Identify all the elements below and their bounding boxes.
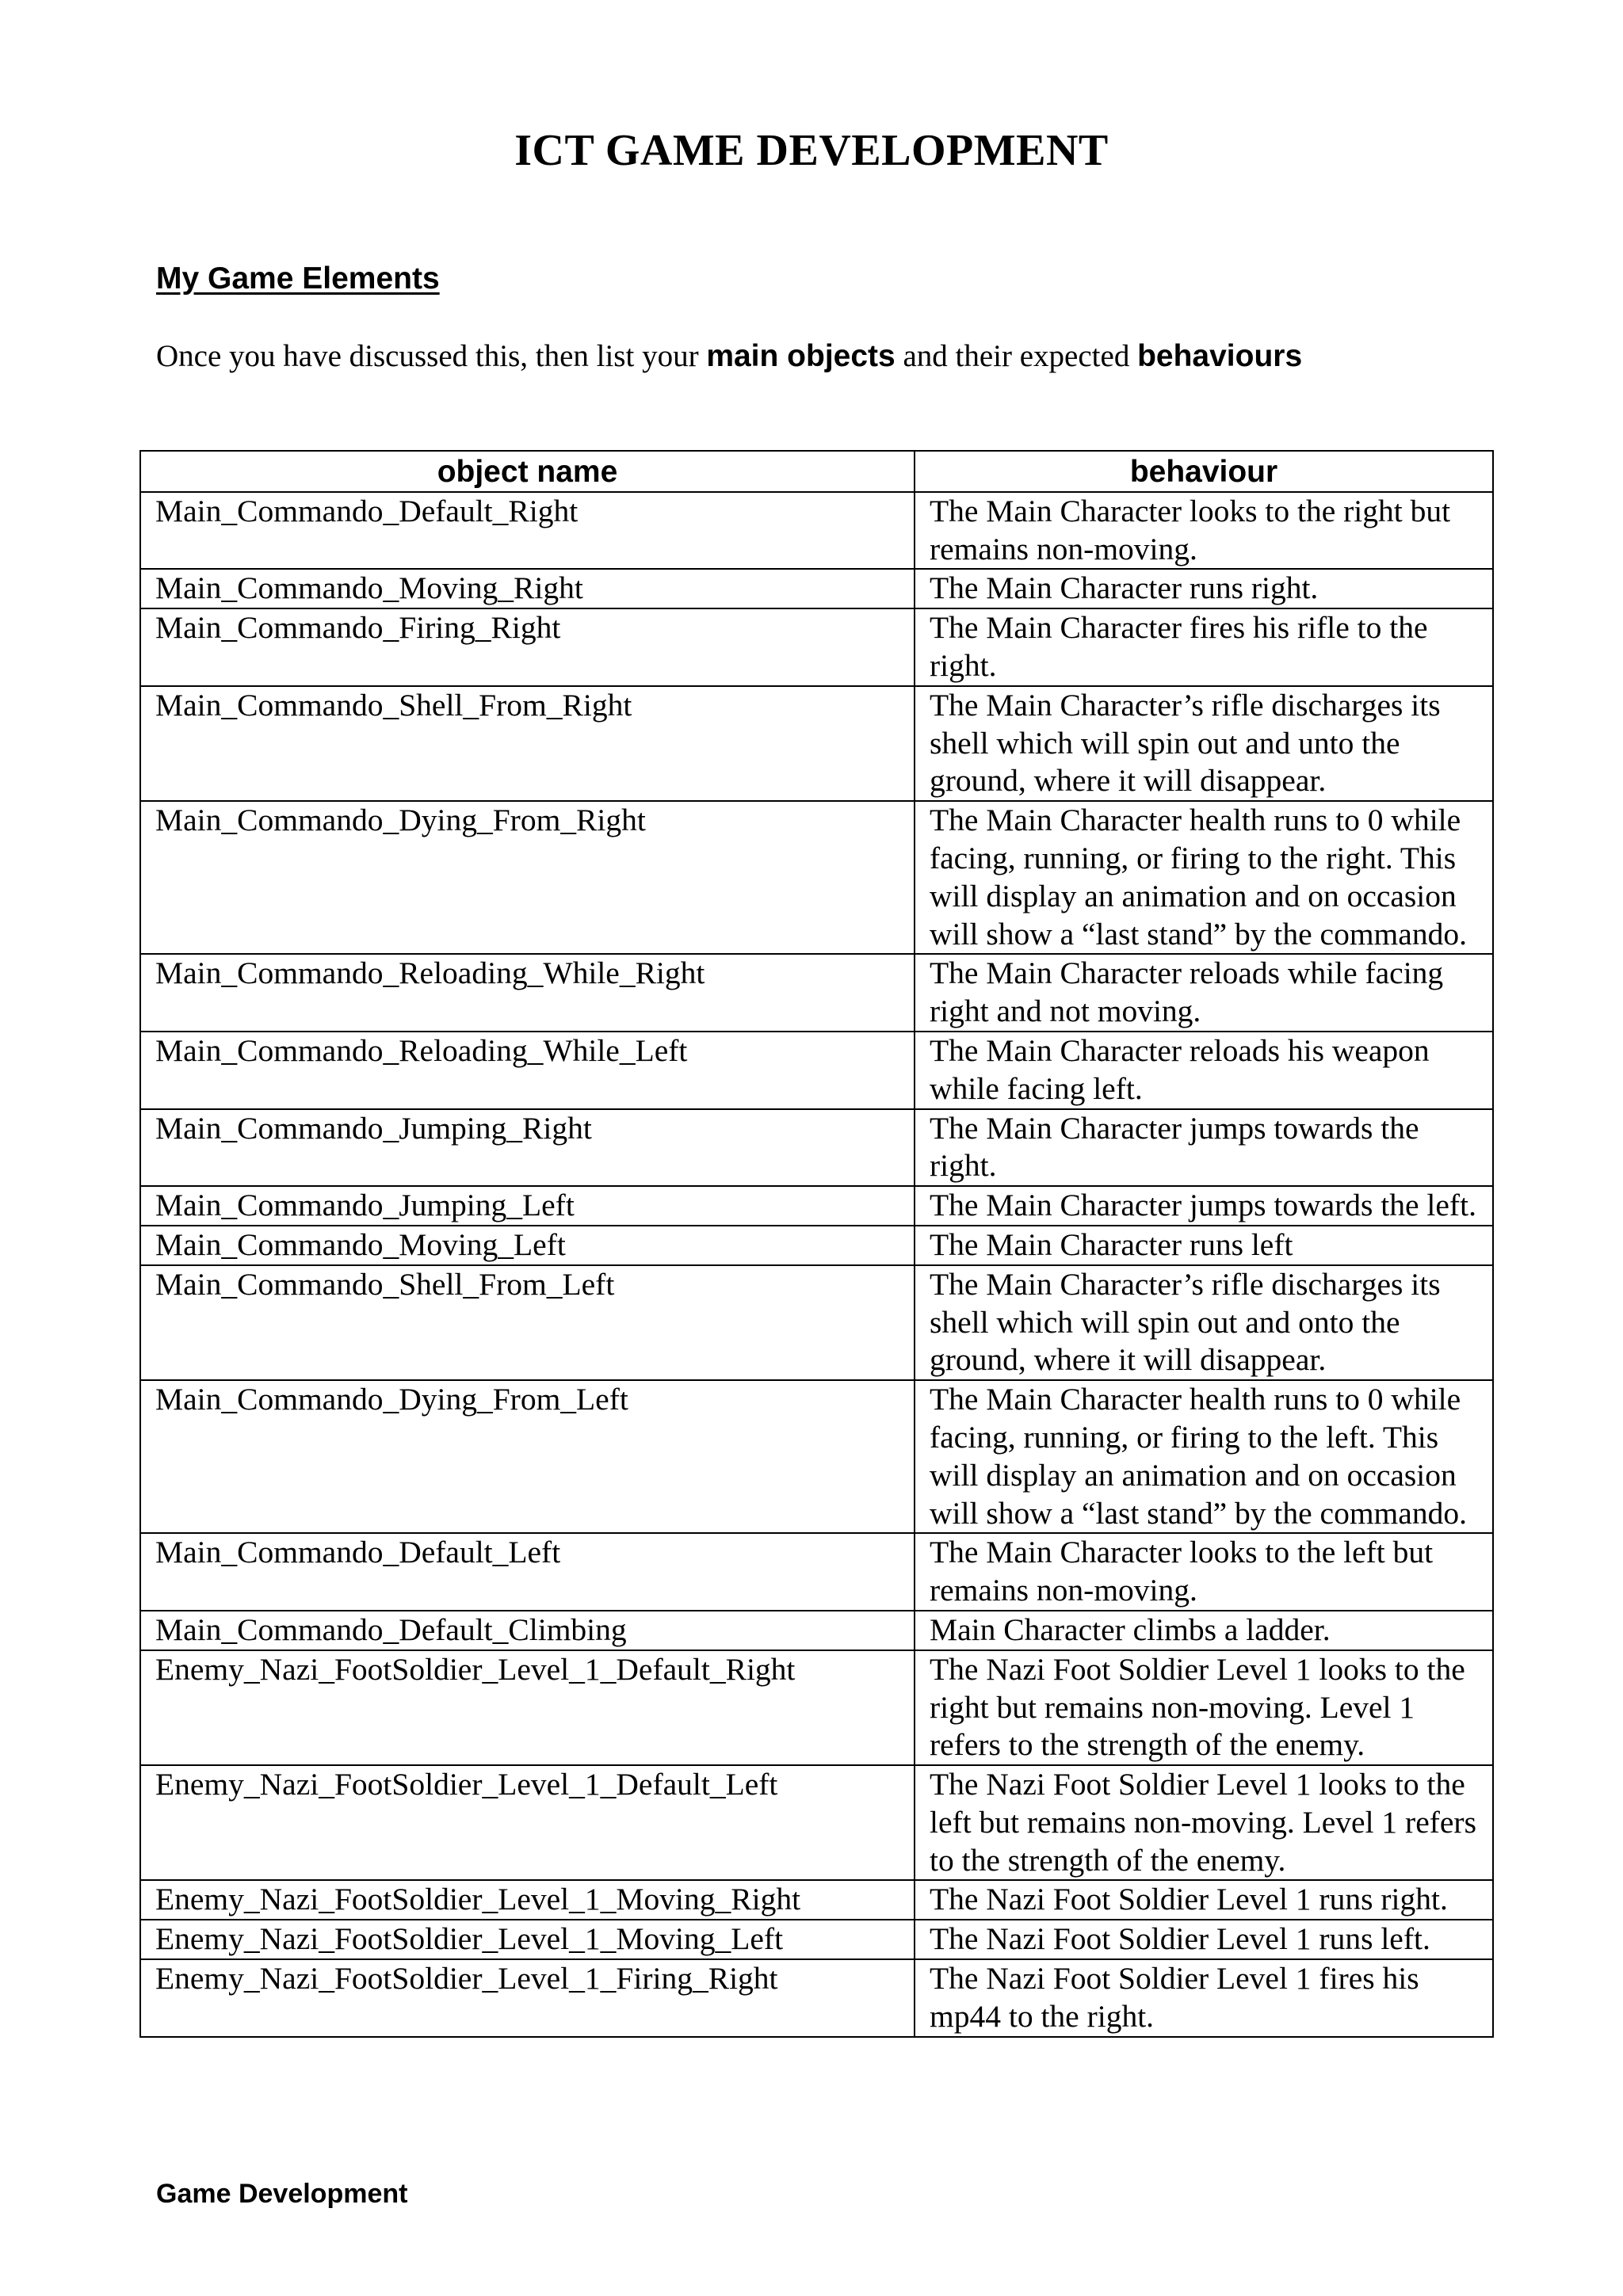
table-row [140, 492, 1493, 570]
object-name-cell: Enemy_Nazi_FootSoldier_Level_1_Moving_Left [140, 1920, 915, 1959]
object-name-cell: Main_Commando_Moving_Left [140, 1226, 915, 1265]
object-name-cell: Main_Commando_Jumping_Left [140, 1186, 915, 1226]
object-name-cell: Main_Commando_Reloading_While_Left [140, 1032, 915, 1109]
object-name-cell: Main_Commando_Dying_From_Right [140, 801, 915, 954]
table-row [140, 1265, 1493, 1380]
table-header-row [140, 451, 1493, 492]
behaviour-cell: The Main Character looks to the left but remains non-moving. [915, 1533, 1493, 1611]
behaviour-cell: The Main Character fires his rifle to the right. [915, 608, 1493, 686]
behaviour-cell: The Nazi Foot Soldier Level 1 runs right. [915, 1880, 1493, 1920]
behaviour-cell: The Nazi Foot Soldier Level 1 runs left. [915, 1920, 1493, 1959]
table-row [140, 1959, 1493, 2037]
table-row [140, 1032, 1493, 1109]
behaviour-cell: The Main Character runs right. [915, 569, 1493, 608]
table-row [140, 1611, 1493, 1650]
table-row [140, 1920, 1493, 1959]
table-row [140, 1765, 1493, 1880]
column-header-object-name: object name [140, 451, 915, 492]
object-name-cell: Enemy_Nazi_FootSoldier_Level_1_Firing_Right [140, 1959, 915, 2037]
table-row [140, 1226, 1493, 1265]
behaviour-cell: The Nazi Foot Soldier Level 1 looks to the left but remains non-moving. Level 1 refers to the strength of the enemy. [915, 1765, 1493, 1880]
intro-emphasis-behaviours: behaviours [1137, 339, 1303, 373]
table-row [140, 686, 1493, 801]
behaviour-cell: The Main Character jumps towards the left. [915, 1186, 1493, 1226]
table-row [140, 1186, 1493, 1226]
behaviour-cell: Main Character climbs a ladder. [915, 1611, 1493, 1650]
table-row [140, 1650, 1493, 1765]
object-name-cell: Main_Commando_Moving_Right [140, 569, 915, 608]
behaviour-cell: The Main Character reloads his weapon while facing left. [915, 1032, 1493, 1109]
table-row [140, 1380, 1493, 1533]
object-name-cell: Main_Commando_Shell_From_Right [140, 686, 915, 801]
table-row [140, 801, 1493, 954]
object-name-cell: Enemy_Nazi_FootSoldier_Level_1_Default_Right [140, 1650, 915, 1765]
intro-text-2: and their expected [895, 339, 1138, 373]
object-name-cell: Main_Commando_Dying_From_Left [140, 1380, 915, 1533]
page-title: ICT GAME DEVELOPMENT [514, 125, 1109, 175]
behaviour-cell: The Main Character’s rifle discharges its shell which will spin out and onto the ground, where it will disappear. [915, 1265, 1493, 1380]
object-name-cell: Enemy_Nazi_FootSoldier_Level_1_Default_Left [140, 1765, 915, 1880]
object-name-cell: Main_Commando_Jumping_Right [140, 1109, 915, 1187]
behaviour-cell: The Main Character health runs to 0 while facing, running, or firing to the left. This will display an animation and on occasion will show a “last stand” by the commando. [915, 1380, 1493, 1533]
table-row [140, 1109, 1493, 1187]
behaviour-cell: The Main Character looks to the right but remains non-moving. [915, 492, 1493, 570]
intro-paragraph [156, 336, 1302, 377]
behaviour-cell: The Main Character jumps towards the right. [915, 1109, 1493, 1187]
table-row [140, 569, 1493, 608]
behaviour-cell: The Nazi Foot Soldier Level 1 fires his mp44 to the right. [915, 1959, 1493, 2037]
object-name-cell: Main_Commando_Reloading_While_Right [140, 954, 915, 1032]
object-name-cell: Main_Commando_Shell_From_Left [140, 1265, 915, 1380]
behaviour-cell: The Main Character’s rifle discharges its shell which will spin out and unto the ground, where it will disappear. [915, 686, 1493, 801]
object-name-cell: Enemy_Nazi_FootSoldier_Level_1_Moving_Right [140, 1880, 915, 1920]
object-name-cell: Main_Commando_Default_Left [140, 1533, 915, 1611]
behaviour-cell: The Main Character runs left [915, 1226, 1493, 1265]
table-row [140, 1880, 1493, 1920]
table-row [140, 608, 1493, 686]
object-name-cell: Main_Commando_Default_Right [140, 492, 915, 570]
object-name-cell: Main_Commando_Firing_Right [140, 608, 915, 686]
table-row [140, 954, 1493, 1032]
intro-emphasis-main-objects: main objects [706, 339, 896, 373]
column-header-behaviour: behaviour [915, 451, 1493, 492]
object-name-cell: Main_Commando_Default_Climbing [140, 1611, 915, 1650]
intro-text-1: Once you have discussed this, then list your [156, 339, 707, 373]
behaviour-cell: The Main Character health runs to 0 while facing, running, or firing to the right. This will display an animation and on occasion will show a “last stand” by the commando. [915, 801, 1493, 954]
table-row [140, 1533, 1493, 1611]
page-footer: Game Development [156, 2179, 408, 2209]
behaviour-cell: The Main Character reloads while facing right and not moving. [915, 954, 1493, 1032]
game-elements-table [139, 450, 1494, 2038]
table-body [140, 492, 1493, 2037]
section-heading: My Game Elements [156, 261, 440, 296]
behaviour-cell: The Nazi Foot Soldier Level 1 looks to the right but remains non-moving. Level 1 refers to the strength of the enemy. [915, 1650, 1493, 1765]
